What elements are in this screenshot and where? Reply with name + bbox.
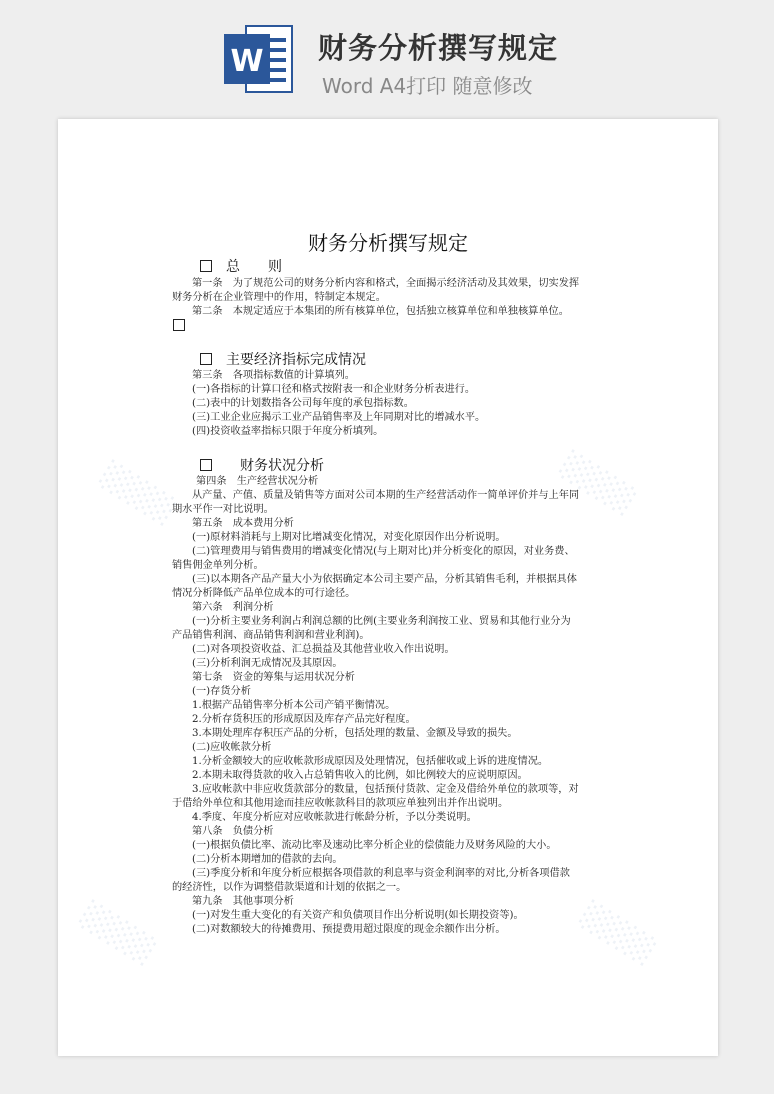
section-heading-financial	[200, 455, 324, 475]
document-line: 4.季度、年度分析应对应收帐款进行帐龄分析，予以分类说明。	[192, 812, 477, 823]
section-heading-text: 总 则	[226, 259, 282, 275]
document-line: (一)对发生重大变化的有关资产和负债项目作出分析说明(如长期投资等)。	[192, 910, 524, 921]
banner-subtitle: Word A4打印 随意修改	[322, 74, 533, 98]
word-logo-letter: W	[230, 44, 264, 79]
document-line: (一)分析主要业务利润占利润总额的比例(主要业务利润按工业、贸易和其他行业分为	[192, 616, 571, 627]
watermark-mark: ░░░░	[576, 900, 660, 968]
document-line: (二)表中的计划数指各公司每年度的承包指标数。	[192, 398, 414, 409]
document-line: 于借给外单位和其他用途而挂应收帐款科目的款项应单独列出并作出说明。	[172, 798, 509, 809]
section-heading-text: 财务状况分析	[240, 458, 324, 474]
document-line: 3.应收帐款中非应收货款部分的数量，包括预付货款、定金及借给外单位的款项等，对	[192, 784, 579, 795]
document-line: (一)根据负债比率、流动比率及速动比率分析企业的偿债能力及财务风险的大小。	[192, 840, 557, 851]
checkbox-square-icon	[200, 353, 212, 365]
document-line: (二)应收帐款分析	[192, 742, 272, 753]
document-line: 第八条 负债分析	[192, 826, 274, 837]
document-line: (一)存货分析	[192, 686, 251, 697]
document-line: 第二条 本规定适应于本集团的所有核算单位，包括独立核算单位和单独核算单位。	[192, 306, 569, 317]
document-line: 第四条 生产经营状况分析	[196, 476, 319, 487]
document-line: 销售佣金单列分析。	[172, 560, 264, 571]
document-line: 第三条 各项指标数值的计算填列。	[192, 370, 355, 381]
document-line: (三)分析利润无成情况及其原因。	[192, 658, 343, 669]
document-title: 财务分析撰写规定	[308, 231, 468, 255]
document-line: (三)工业企业应揭示工业产品销售率及上年同期对比的增减水平。	[192, 412, 486, 423]
section-heading-indicators	[200, 349, 366, 369]
document-line: 1.分析金额较大的应收帐款形成原因及处理情况，包括催收或上诉的进度情况。	[192, 756, 549, 767]
document-line: 第七条 资金的筹集与运用状况分析	[192, 672, 355, 683]
checkbox-square-icon	[200, 459, 212, 471]
document-line: 2.本期未取得货款的收入占总销售收入的比例，如比例较大的应说明原因。	[192, 770, 528, 781]
document-line: (二)分析本期增加的借款的去向。	[192, 854, 343, 865]
document-line: (二)对数额较大的待摊费用、预提费用超过限度的现金余额作出分析。	[192, 924, 506, 935]
checkbox-square-icon	[200, 260, 212, 272]
document-line: 财务分析在企业管理中的作用，特制定本规定。	[172, 292, 386, 303]
banner-title: 财务分析撰写规定	[318, 31, 559, 65]
watermark-mark: ░░░░	[556, 450, 640, 518]
document-line: 第九条 其他事项分析	[192, 896, 294, 907]
document-line: 2.分析存货积压的形成原因及库存产品完好程度。	[192, 714, 416, 725]
document-page	[58, 119, 718, 1056]
document-line: 第一条 为了规范公司的财务分析内容和格式，全面揭示经济活动及其效果，切实发挥	[192, 278, 580, 289]
document-line: (三)以本期各产品产量大小为依据确定本公司主要产品，分析其销售毛利，并根据具体	[192, 574, 577, 585]
document-line: 第六条 利润分析	[192, 602, 274, 613]
document-line: (三)季度分析和年度分析应根据各项借款的利息率与资金利润率的对比,分析各项借款	[192, 868, 570, 879]
document-line: (一)各指标的计算口径和格式按附表一和企业财务分析表进行。	[192, 384, 476, 395]
document-line: (一)原材料消耗与上期对比增减变化情况，对变化原因作出分析说明。	[192, 532, 506, 543]
document-line: 期水平作一对比说明。	[172, 504, 274, 515]
document-line: (四)投资收益率指标只限于年度分析填列。	[192, 426, 384, 437]
document-line: 的经济性，以作为调整借款渠道和计划的依据之一。	[172, 882, 407, 893]
document-line: 第五条 成本费用分析	[192, 518, 294, 529]
watermark-mark: ░░░░	[76, 900, 160, 968]
section-heading-text: 主要经济指标完成情况	[226, 352, 366, 368]
section-heading-general	[200, 256, 282, 276]
document-line: 3.本期处理库存积压产品的分析，包括处理的数量、金额及导致的损失。	[192, 728, 518, 739]
document-line: (二)管理费用与销售费用的增减变化情况(与上期对比)并分析变化的原因，对业务费、	[192, 546, 575, 557]
document-line: 产品销售利润、商品销售利润和营业利润)。	[172, 630, 370, 641]
document-line: 情况分析降低产品单位成本的可行途径。	[172, 588, 356, 599]
checkbox-square-icon	[173, 319, 185, 331]
lone-square-marker	[173, 318, 185, 334]
document-line: 1.根据产品销售率分析本公司产销平衡情况。	[192, 700, 396, 711]
document-line: 从产量、产值、质量及销售等方面对公司本期的生产经营活动作一简单评价并与上年同	[192, 490, 580, 501]
word-document-icon	[222, 22, 294, 96]
banner	[0, 0, 774, 112]
watermark-mark: ░░░░	[96, 460, 180, 528]
document-line: (二)对各项投资收益、汇总损益及其他营业收入作出说明。	[192, 644, 455, 655]
